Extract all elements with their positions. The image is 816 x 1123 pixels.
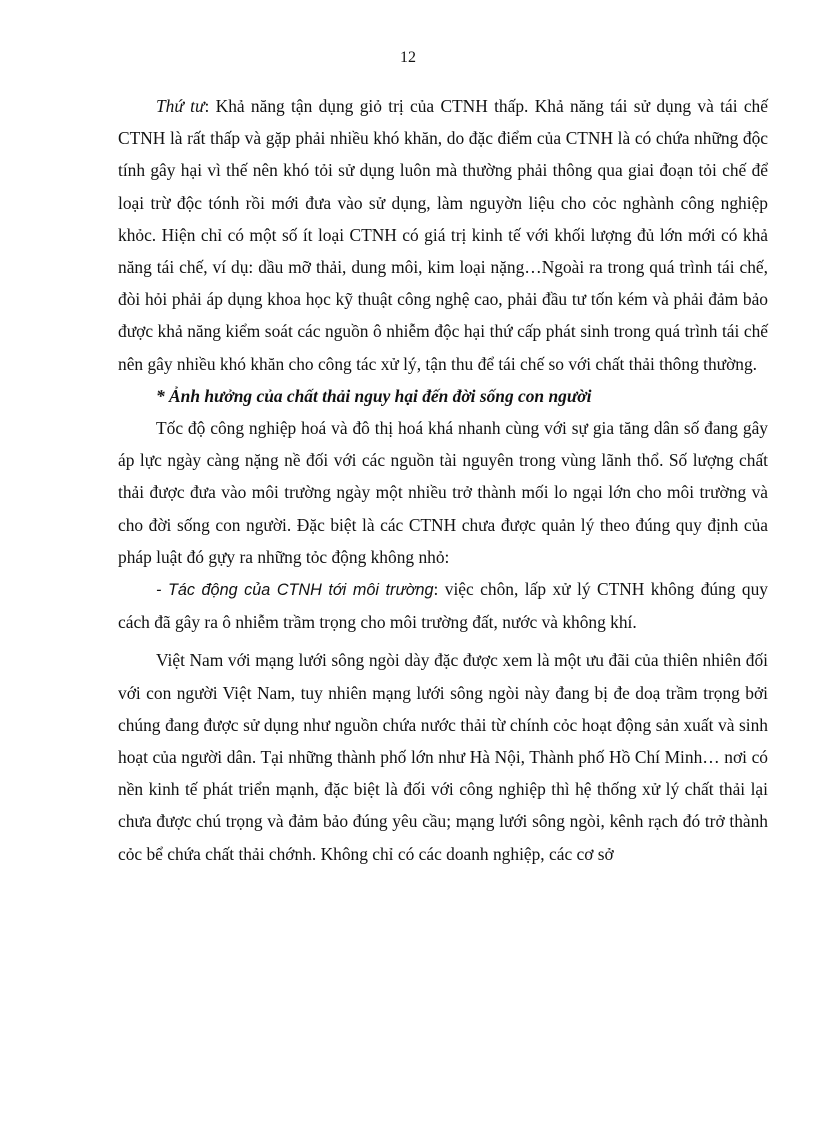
paragraph-text: : Khả năng tận dụng giỏ trị của CTNH thấp. Khả năng tái sử dụng và tái chế CTNH là rất thấp và gặp phải nhiều khó khăn, do đặc điểm của CTNH là có chứa những độc tính gây hại vì thế nên khó tỏi sử dụng luôn mà thường phải thông qua giai đoạn tỏi chế để loại trừ độc tónh rồi mới đưa vào sử dụng, làm nguyờn liệu cho cỏc nghành công nghiệp khỏc. Hiện chỉ có một số ít loại CTNH có giá trị kinh tế với khối lượng đủ lớn mới có khả năng tái chế, ví dụ: dầu mỡ thải, dung môi, kim loại nặng…Ngoài ra trong quá trình tái chế, đòi hỏi phải áp dụng khoa học kỹ thuật công nghệ cao, phải đầu tư tốn kém và phải đảm bảo được khả năng kiểm soát các nguồn ô nhiễm độc hại thứ cấp phát sinh trong quá trình tái chế nên gây nhiều khó khăn cho công tác xử lý, tận thu để tái chế so với chất thải thông thường. bbox=[118, 96, 768, 374]
paragraph-industrialization: Tốc độ công nghiệp hoá và đô thị hoá khá nhanh cùng với sự gia tăng dân số đang gây áp lực ngày càng nặng nề đối với các nguồn tài nguyên trong vùng lãnh thổ. Số lượng chất thải được đưa vào môi trường ngày một nhiều trở thành mối lo ngại lớn cho môi trường và cho đời sống con người. Đặc biệt là các CTNH chưa được quản lý theo đúng quy định của pháp luật đó gựy ra những tỏc động không nhỏ: bbox=[118, 418, 768, 567]
paragraph-fourth-point bbox=[118, 90, 768, 380]
paragraph-vietnam-rivers: Việt Nam với mạng lưới sông ngòi dày đặc được xem là một ưu đãi của thiên nhiên đối với con người Việt Nam, tuy nhiên mạng lưới sông ngòi này đang bị đe doạ trầm trọng bởi chúng đang được sử dụng như nguồn chứa nước thải từ chính cỏc hoạt động sản xuất và sinh hoạt của người dân. Tại những thành phố lớn như Hà Nội, Thành phố Hồ Chí Minh… nơi có nền kinh tế phát triển mạnh, đặc biệt là đối với công nghiệp thì hệ thống xử lý chất thải lại chưa được chú trọng và đảm bảo đúng yêu cầu; mạng lưới sông ngòi, kênh rạch đó trở thành cỏc bể chứa chất thải chớnh. Không chỉ có các doanh nghiệp, các cơ sở bbox=[118, 650, 768, 864]
paragraph-text: : việc chôn, lấp xử lý CTNH không đúng quy cách đã gây ra ô nhiễm trầm trọng cho môi trường đất, nước và không khí. bbox=[118, 579, 769, 633]
paragraph-lead-italic: Thứ tư bbox=[156, 96, 205, 116]
document-body bbox=[118, 90, 768, 870]
page-number: 12 bbox=[400, 49, 416, 66]
paragraph-environment-impact bbox=[118, 573, 768, 638]
section-heading: * Ảnh hưởng của chất thải nguy hại đến đời sống con người bbox=[156, 385, 592, 406]
paragraph-lead-italic: - Tác động của CTNH tới môi trường bbox=[156, 581, 434, 600]
